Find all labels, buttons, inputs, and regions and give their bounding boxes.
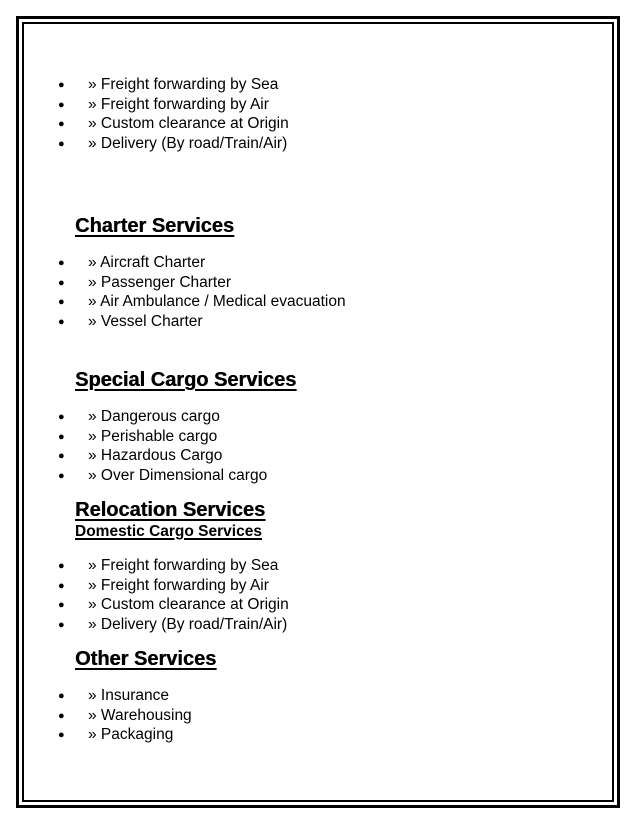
list-item: ● » Vessel Charter [58, 312, 346, 332]
list-item: ● » Over Dimensional cargo [58, 466, 267, 486]
bullet-icon: ● [58, 618, 65, 631]
list-item: ● » Freight forwarding by Air [58, 576, 289, 596]
other-services-heading: Other Services [75, 648, 217, 670]
bullet-icon: ● [58, 118, 65, 130]
bullet-icon: ● [58, 137, 65, 150]
list-item: ● » Perishable cargo [58, 427, 267, 447]
intro-list [58, 75, 289, 153]
special-cargo-heading: Special Cargo Services [75, 369, 297, 391]
list-item: ● » Delivery (By road/Train/Air) [58, 615, 289, 635]
bullet-icon: ● [58, 430, 65, 443]
bullet-icon: ● [58, 729, 65, 741]
bullet-icon: ● [58, 709, 65, 722]
list-item: ● » Freight forwarding by Air [58, 95, 289, 115]
list-item: ● » Insurance [58, 686, 192, 706]
list-item: ● » Warehousing [58, 706, 192, 726]
bullet-icon: ● [58, 257, 65, 269]
bullet-icon: ● [58, 276, 65, 289]
list-item: ● » Delivery (By road/Train/Air) [58, 134, 289, 154]
bullet-icon: ● [58, 579, 65, 592]
bullet-icon: ● [58, 315, 65, 328]
list-item: ● » Dangerous cargo [58, 407, 267, 427]
list-item: ● » Freight forwarding by Sea [58, 75, 289, 95]
domestic-cargo-subheading: Domestic Cargo Services [75, 523, 262, 540]
bullet-icon: ● [58, 98, 65, 111]
list-item: ● » Freight forwarding by Sea [58, 556, 289, 576]
relocation-services-list [58, 556, 289, 634]
list-item: ● » Custom clearance at Origin [58, 595, 289, 615]
bullet-icon: ● [58, 560, 65, 572]
special-cargo-list [58, 407, 267, 485]
bullet-icon: ● [58, 79, 65, 91]
bullet-icon: ● [58, 411, 65, 423]
bullet-icon: ● [58, 450, 65, 462]
list-item: ● » Custom clearance at Origin [58, 114, 289, 134]
bullet-icon: ● [58, 599, 65, 611]
charter-services-heading: Charter Services [75, 215, 234, 237]
list-item: ● » Hazardous Cargo [58, 446, 267, 466]
other-services-list [58, 686, 192, 745]
bullet-icon: ● [58, 690, 65, 702]
charter-services-list [58, 253, 346, 331]
list-item: ● » Air Ambulance / Medical evacuation [58, 292, 346, 312]
bullet-icon: ● [58, 296, 65, 308]
relocation-services-heading: Relocation Services [75, 499, 266, 521]
list-item: ● » Aircraft Charter [58, 253, 346, 273]
list-item: ● » Passenger Charter [58, 273, 346, 293]
list-item: ● » Packaging [58, 725, 192, 745]
bullet-icon: ● [58, 469, 65, 482]
